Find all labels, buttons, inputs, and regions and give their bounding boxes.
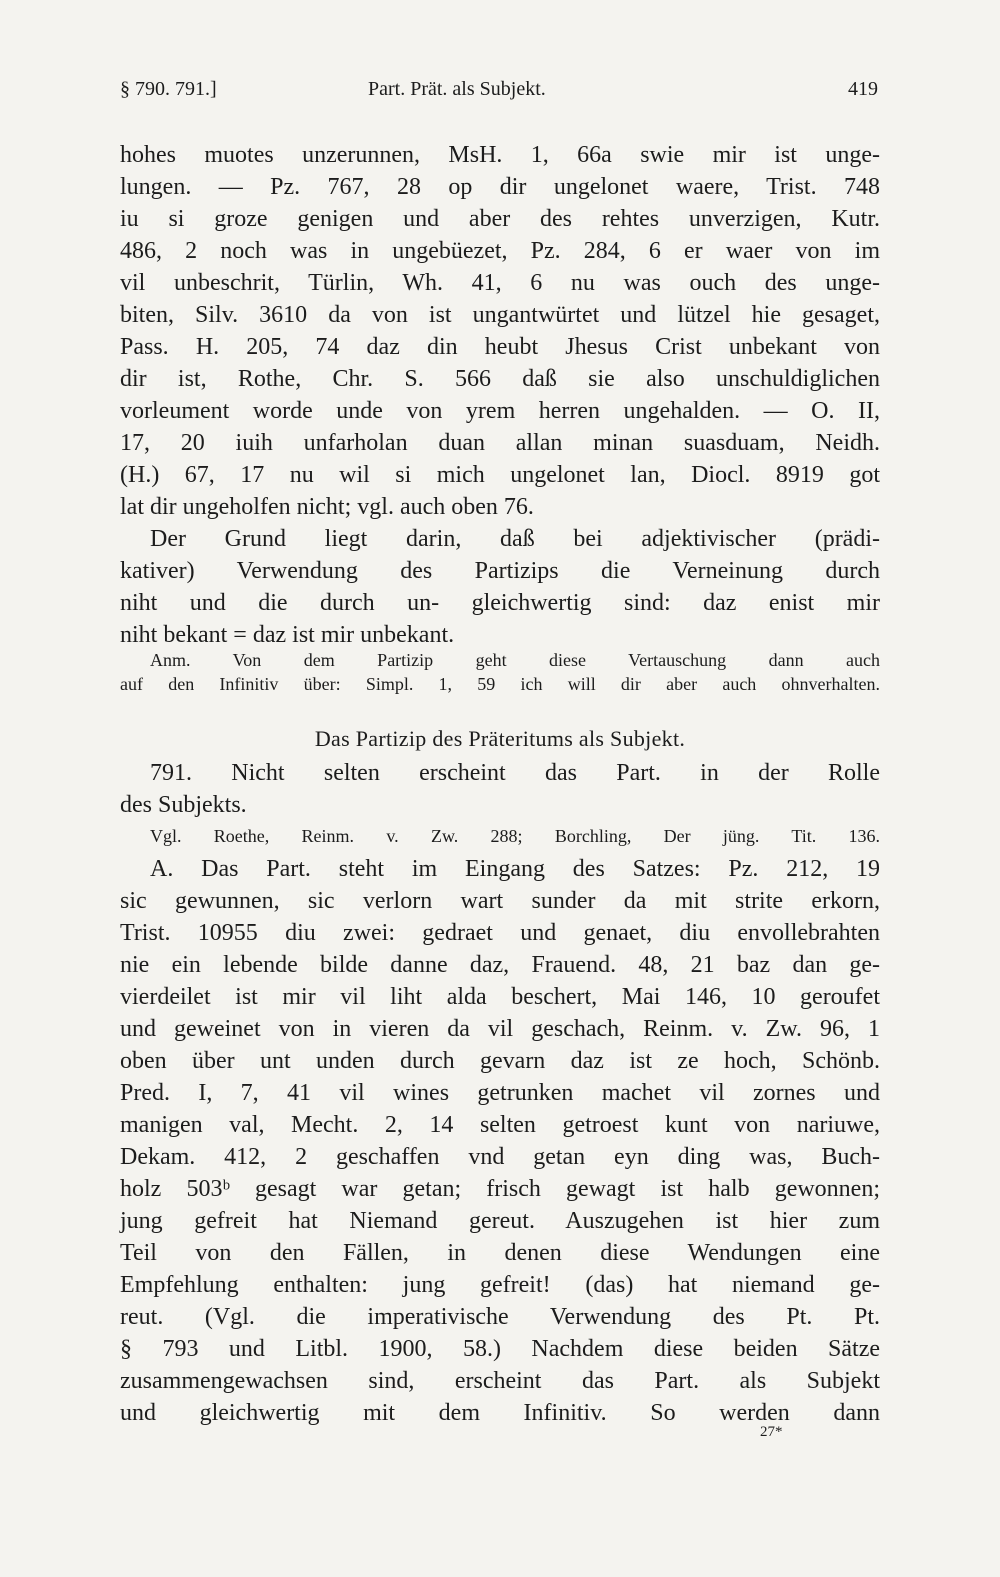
page-number: 419: [848, 78, 878, 100]
text-line: lungen. — Pz. 767, 28 op dir ungelonet waere, Trist. 748: [120, 174, 880, 200]
running-header: [120, 78, 880, 106]
text-line: des Subjekts.: [120, 792, 247, 818]
text-line: § 793 und Litbl. 1900, 58.) Nachdem diese beiden Sätze: [120, 1336, 880, 1362]
note-line: auf den Infinitiv über: Simpl. 1, 59 ich will dir aber auch ohnverhalten.: [120, 674, 880, 694]
text-line: (H.) 67, 17 nu wil si mich ungelonet lan, Diocl. 8919 got: [120, 462, 880, 488]
text-line: 17, 20 iuih unfarholan duan allan minan suasduam, Neidh.: [120, 430, 880, 456]
text-line: lat dir ungeholfen nicht; vgl. auch oben 76.: [120, 494, 534, 520]
note-line: Anm. Von dem Partizip geht diese Vertauschung dann auch: [150, 650, 880, 670]
text-line: manigen val, Mecht. 2, 14 selten getroest kunt von nariuwe,: [120, 1112, 880, 1138]
text-line: 791. Nicht selten erscheint das Part. in der Rolle: [150, 760, 880, 786]
text-line: dir ist, Rothe, Chr. S. 566 daß sie also unschuldiglichen: [120, 366, 880, 392]
reference-line: Vgl. Roethe, Reinm. v. Zw. 288; Borchling, Der jüng. Tit. 136.: [150, 826, 880, 846]
text-line: sic gewunnen, sic verlorn wart sunder da mit strite erkorn,: [120, 888, 880, 914]
text-line: Trist. 10955 diu zwei: gedraet und genaet, diu envollebrahten: [120, 920, 880, 946]
text-line: nie ein lebende bilde danne daz, Frauend. 48, 21 baz dan ge-: [120, 952, 880, 978]
section-title: Das Partizip des Präteritums als Subjekt.: [314, 726, 686, 751]
text-line: kativer) Verwendung des Partizips die Verneinung durch: [120, 558, 880, 584]
text-line: und geweinet von in vieren da vil geschach, Reinm. v. Zw. 96, 1: [120, 1016, 880, 1042]
header-title: Part. Prät. als Subjekt.: [368, 78, 546, 100]
text-line: vierdeilet ist mir vil liht alda beschert, Mai 146, 10 geroufet: [120, 984, 880, 1010]
text-line: zusammengewachsen sind, erscheint das Part. als Subjekt: [120, 1368, 880, 1394]
text-line: A. Das Part. steht im Eingang des Satzes: Pz. 212, 19: [150, 856, 880, 882]
text-line: niht und die durch un- gleichwertig sind: daz enist mir: [120, 590, 880, 616]
text-line: und gleichwertig mit dem Infinitiv. So werden dann: [120, 1400, 880, 1426]
text-line: Der Grund liegt darin, daß bei adjektivischer (prädi-: [150, 526, 880, 552]
text-line: holz 503ᵇ gesagt war getan; frisch gewagt ist halb gewonnen;: [120, 1176, 880, 1202]
signature-mark: 27*: [760, 1424, 783, 1440]
text-line: niht bekant = daz ist mir unbekant.: [120, 622, 455, 648]
header-section-ref: § 790. 791.]: [120, 78, 217, 100]
text-line: biten, Silv. 3610 da von ist ungantwürtet und lützel hie gesaget,: [120, 302, 880, 328]
text-line: 486, 2 noch was in ungebüezet, Pz. 284, 6 er waer von im: [120, 238, 880, 264]
text-line: iu si groze genigen und aber des rehtes unverzigen, Kutr.: [120, 206, 880, 232]
text-line: Dekam. 412, 2 geschaffen vnd getan eyn ding was, Buch-: [120, 1144, 880, 1170]
text-line: Teil von den Fällen, in denen diese Wendungen eine: [120, 1240, 880, 1266]
text-line: Empfehlung enthalten: jung gefreit! (das) hat niemand ge-: [120, 1272, 880, 1298]
text-line: Pred. I, 7, 41 vil wines getrunken machet vil zornes und: [120, 1080, 880, 1106]
text-line: hohes muotes unzerunnen, MsH. 1, 66a swie mir ist unge-: [120, 142, 880, 168]
text-line: jung gefreit hat Niemand gereut. Auszugehen ist hier zum: [120, 1208, 880, 1234]
text-line: vil unbeschrit, Türlin, Wh. 41, 6 nu was ouch des unge-: [120, 270, 880, 296]
text-line: vorleument worde unde von yrem herren ungehalden. — O. II,: [120, 398, 880, 424]
text-line: reut. (Vgl. die imperativische Verwendung des Pt. Pt.: [120, 1304, 880, 1330]
text-line: oben über unt unden durch gevarn daz ist ze hoch, Schönb.: [120, 1048, 880, 1074]
text-line: Pass. H. 205, 74 daz din heubt Jhesus Crist unbekant von: [120, 334, 880, 360]
